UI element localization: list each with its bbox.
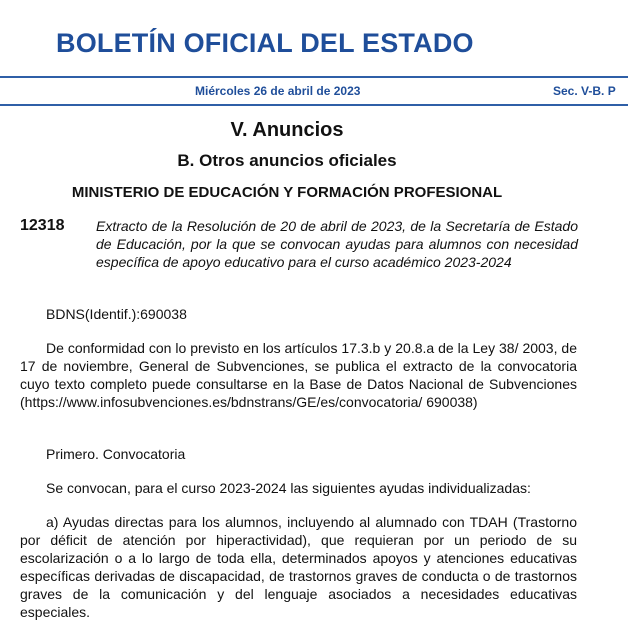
masthead-title: BOLETÍN OFICIAL DEL ESTADO <box>56 28 474 58</box>
bdns-identifier: BDNS(Identif.):690038 <box>46 306 187 322</box>
paragraph-direct-aid: a) Ayudas directas para los alumnos, incluyendo al alumnado con TDAH (Trastorno por déficit de atención por hiperactividad), que requieran por un periodo de su escolarización o a lo largo de toda ella, determinados apoyos y atenciones educativas específicas derivadas de discapacidad, de trastornos graves de conducta o de trastornos graves de la comunicación y del lenguaje asociados a necesidades educativas especiales. <box>20 514 577 620</box>
section-reference: Sec. V-B. P <box>553 84 616 98</box>
subsection-heading: B. Otros anuncios oficiales <box>177 151 397 170</box>
ministry-heading: MINISTERIO DE EDUCACIÓN Y FORMACIÓN PROFESIONAL <box>71 184 503 201</box>
announcement-number: 12318 <box>20 217 65 234</box>
header-rule-bottom <box>0 104 628 106</box>
publication-date: Miércoles 26 de abril de 2023 <box>195 84 361 98</box>
paragraph-convocation: Se convocan, para el curso 2023-2024 las siguientes ayudas individualizadas: <box>46 480 531 496</box>
announcement-title: Extracto de la Resolución de 20 de abril de 2023, de la Secretaría de Estado de Educación, por la que se convocan ayudas para alumnos con necesidad específica de apoyo educativo para el curso académico 2023-2024 <box>96 218 578 270</box>
section-heading: V. Anuncios <box>230 119 344 141</box>
heading-first-convocation: Primero. Convocatoria <box>46 446 186 462</box>
paragraph-conformity: De conformidad con lo previsto en los artículos 17.3.b y 20.8.a de la Ley 38/ 2003, de 17 de noviembre, General de Subvenciones, se publica el extracto de la convocatoria cuyo texto completo puede consultarse en la Base de Datos Nacional de Subvenciones (https://www.infosubvenciones.es/bdnstrans/GE/es/convocatoria/ 690038) <box>20 340 577 410</box>
header-rule-top <box>0 76 628 78</box>
